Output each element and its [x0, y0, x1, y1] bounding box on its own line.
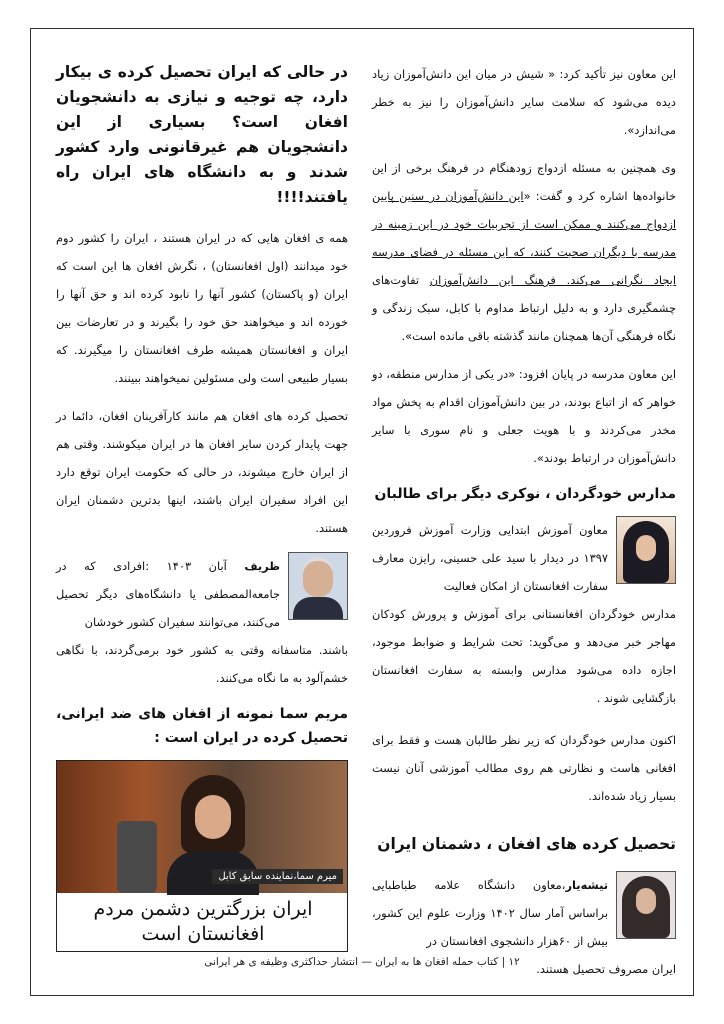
quote-image — [56, 760, 348, 952]
figure-with-text — [372, 871, 676, 955]
paragraph-early-marriage — [372, 154, 676, 350]
image-quote-text: ایران بزرگترین دشمن مردم افغانستان است — [93, 898, 313, 945]
paragraph: این معاون مدرسه در پایان افزود: «در یکی از مدارس منطقه، دو خواهر که از اتباع بودند، در بین دانش‌آموزان اقدام به پخش مواد مخدر می‌کردند و با هویت جعلی و نام سوری با سایر دانش‌آموزان در ارتباط بودند». — [372, 367, 676, 465]
paragraph — [372, 871, 608, 955]
underlined-quote: این دانش‌آموزان در سنین پایین ازدواج می‌کنند و ممکن است از تجربیات خود در این زمینه در مدرسه با دیگران صحبت کنند، که این مسئله در فضای مدرسه ایجاد نگرانی می‌کند. فرهنگ این دانش‌آموزان — [372, 189, 677, 287]
portrait-photo — [288, 552, 348, 620]
page-footer: ۱۲ | کتاب حمله افغان ها به ایران — انتشار حداکثری وظیفه ی هر ایرانی — [204, 956, 520, 968]
section-heading: مریم سما نمونه از افغان های ضد ایرانی، تحصیل کرده در ایران است : — [56, 706, 348, 746]
paragraph: این معاون نیز تأکید کرد: « شیش در میان این دانش‌آموزان زیاد دیده می‌شود که سلامت سایر دانش‌آموزان را نیز به خطر می‌اندازد». — [372, 67, 676, 137]
person-name: تیشه‌یار — [565, 878, 608, 892]
paragraph: مدارس خودگردان افغانستانی برای آموزش و پرورش کودکان مهاجر خبر می‌دهد و می‌گوید: تحت شرایط و ضوابط موجود، اجازه داده می‌شود مدارس وابسته به سفارت افغانستان بازگشایی شوند . — [372, 607, 676, 705]
paragraph: تحصیل کرده های افغان هم مانند کارآفرینان افغان، دائما در جهت پایدار کردن سایر افغان ها در ایران میکوشند. وقتی هم از ایران خارج میشوند، در حالی که حکومت ایران توقع دارد این افراد سفیران ایران باشند، اینها بدترین دشمنان ایران هستند. — [56, 409, 348, 535]
figure-with-text — [372, 516, 676, 600]
portrait-photo — [616, 516, 676, 584]
paragraph: معاون آموزش ابتدایی وزارت آموزش فروردین ۱۳۹۷ در دیدار با سید علی حسینی، رایزن معارف سفارت افغانستان از امکان فعالیت — [372, 523, 608, 593]
paragraph: همه ی افغان هایی که در ایران هستند ، ایران را کشور دوم خود میدانند (اول افغانستان) ، نگرش افغان ها این است که ایران (و پاکستان) کشور آنها را نابود کرده اند و حق آنها را خورده اند و میخواهند حق خود را بگیرند و در تعارضات بین ایران و افغانستان همیشه طرف افغانستان را میگیرند. که بسیار طبیعی است ولی مسئولین نمیخواهند ببینند. — [56, 231, 348, 385]
text-run: آبان ۱۴۰۳ :افرادی که در جامعه‌المصطفی یا دانشگاه‌های دیگر تحصیل می‌کنند، می‌توانند سفیران کشور خودشان — [56, 559, 280, 629]
chair-shape — [117, 821, 157, 893]
figure-with-text — [56, 552, 348, 636]
text-run: تفاوت‌های چشمگیری دارد و به دلیل ارتباط مداوم با کابل، سبک زندگی و نگاه فرهنگی آن‌ها همچنان مانند گذشته باقی مانده است». — [372, 273, 676, 343]
right-column — [372, 60, 676, 993]
paragraph: اکنون مدارس خودگردان که زیر نظر طالبان هست و فقط برای افغانی هاست و نظارتی هم روی مطالب آموزشی آنان نیست بسیار زیاد شده‌اند. — [372, 733, 676, 803]
section-heading: تحصیل کرده های افغان ، دشمنان ایران — [377, 835, 676, 853]
text-run: وی همچنین به مسئله ازدواج زودهنگام در فرهنگ برخی از این خانواده‌ها اشاره کرد و گفت: « — [372, 161, 676, 203]
image-caption: میرم سما،نماینده سابق کابل — [212, 869, 343, 884]
person-name: ظریف — [244, 559, 280, 573]
left-column — [56, 60, 348, 952]
paragraph — [56, 552, 280, 636]
text-run: ،معاون دانشگاه علامه طباطبایی براساس آمار سال ۱۴۰۲ وزارت علوم این کشور، بیش از ۶۰هزار دانشجوی افغانستان در — [372, 878, 608, 948]
section-heading: مدارس خودگردان ، نوکری دیگر برای طالبان — [374, 486, 676, 502]
portrait-photo — [616, 871, 676, 939]
paragraph: ایران مصروف تحصیل هستند. — [536, 962, 676, 976]
article-title: در حالی که ایران تحصیل کرده ی بیکار دارد، چه توجیه و نیازی به دانشجویان افغان است؟ بسیاری از این دانشجویان هم غیرقانونی وارد کشور شدند و به دانشگاه های ایران راه یافتند!!!! — [56, 63, 348, 206]
paragraph: باشند. متاسفانه وقتی به کشور خود برمی‌گردند، با نگاهی خشم‌آلود به ما نگاه می‌کنند. — [56, 643, 348, 685]
